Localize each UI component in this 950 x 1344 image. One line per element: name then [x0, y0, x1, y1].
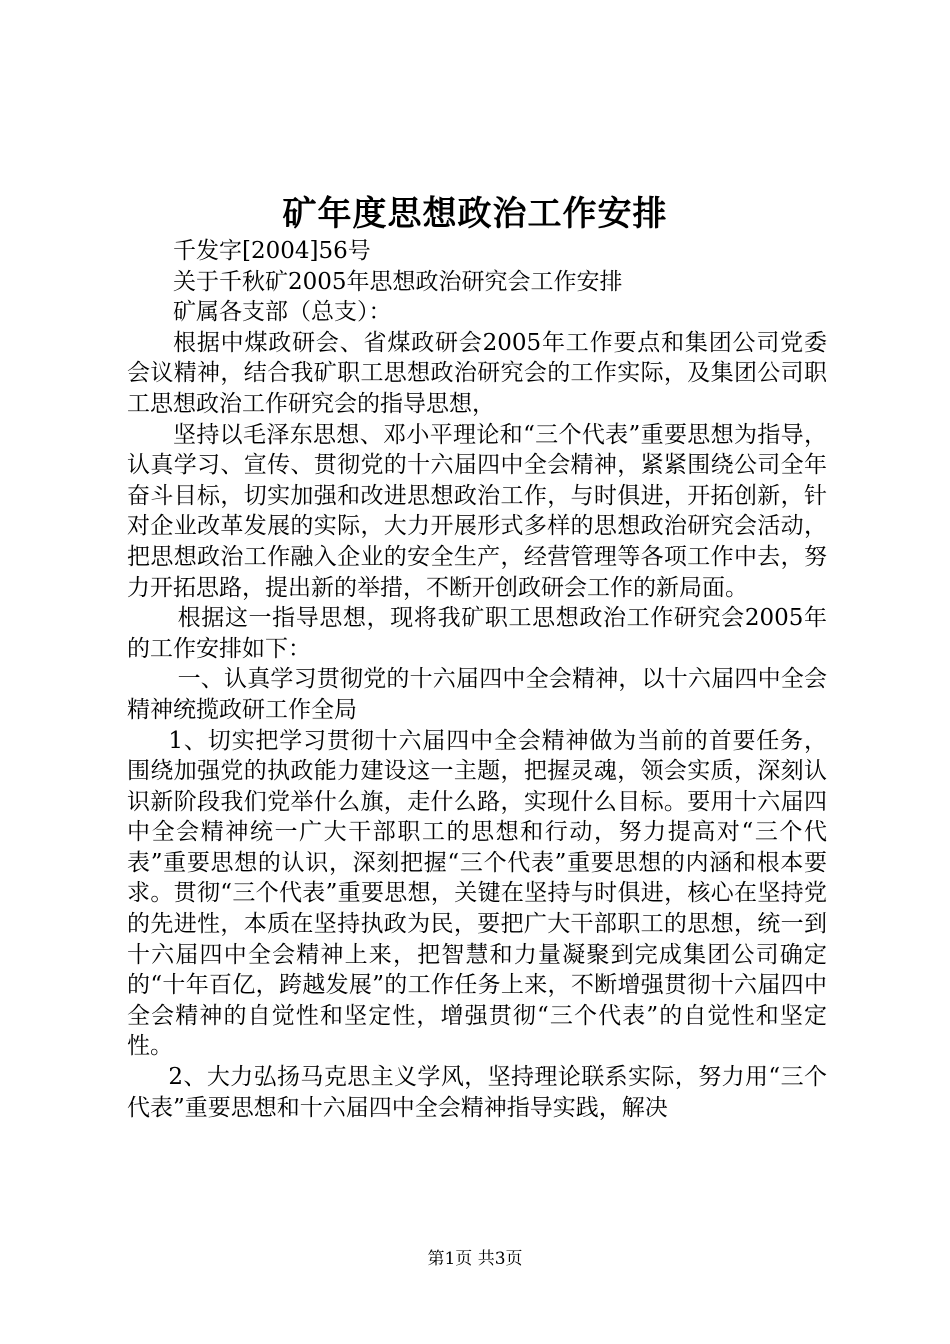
- addressee: 矿属各支部（总支）：: [173, 299, 392, 326]
- page-footer: 第1页 共3页: [427, 1249, 523, 1269]
- paragraph: 坚持以毛泽东思想、邓小平理论和“三个代表”重要思想为指导，认真学习、宣传、贯彻党的十六届四中全会精神，紧紧围绕公司全年奋斗目标，切实加强和改进思想政治工作，与时俱进，开拓创新，针对企业改革发展的实际，大力开展形式多样的思想政治研究会活动，把思想政治工作融入企业的安全生产，经营管理等各项工作中去，努力开拓思路，提出新的举措，不断开创政研会工作的新局面。: [127, 421, 827, 601]
- paragraph: 2、大力弘扬马克思主义学风，坚持理论联系实际，努力用“三个代表”重要思想和十六届四中全会精神指导实践，解决: [127, 1064, 827, 1121]
- paragraph: 根据中煤政研会、省煤政研会2005年工作要点和集团公司党委会议精神，结合我矿职工思想政治研究会的工作实际，及集团公司职工思想政治工作研究会的指导思想，: [127, 329, 827, 417]
- paragraph: 1、切实把学习贯彻十六届四中全会精神做为当前的首要任务，围绕加强党的执政能力建设这一主题，把握灵魂，领会实质，深刻认识新阶段我们党举什么旗，走什么路，实现什么目标。要用十六届四中全会精神统一广大干部职工的思想和行动，努力提高对“三个代表”重要思想的认识，深刻把握“三个代表”重要思想的内涵和根本要求。贯彻“三个代表”重要思想，关键在坚持与时俱进，核心在坚持党的先进性，本质在坚持执政为民，要把广大干部职工的思想，统一到十六届四中全会精神上来，把智慧和力量凝聚到完成集团公司确定的“十年百亿，跨越发展”的工作任务上来，不断增强贯彻十六届四中全会精神的自觉性和坚定性，增强贯彻“三个代表”的自觉性和坚定性。: [127, 727, 827, 1060]
- document-number: 千发字[2004]56号: [173, 238, 371, 264]
- section-heading: 一、认真学习贯彻党的十六届四中全会精神，以十六届四中全会精神统揽政研工作全局: [127, 666, 827, 723]
- paragraph: 根据这一指导思想，现将我矿职工思想政治工作研究会2005年的工作安排如下：: [127, 605, 827, 662]
- document-title: 矿年度思想政治工作安排: [282, 194, 668, 234]
- document-subject: 关于千秋矿2005年思想政治研究会工作安排: [173, 268, 623, 295]
- document-body: [127, 236, 827, 1123]
